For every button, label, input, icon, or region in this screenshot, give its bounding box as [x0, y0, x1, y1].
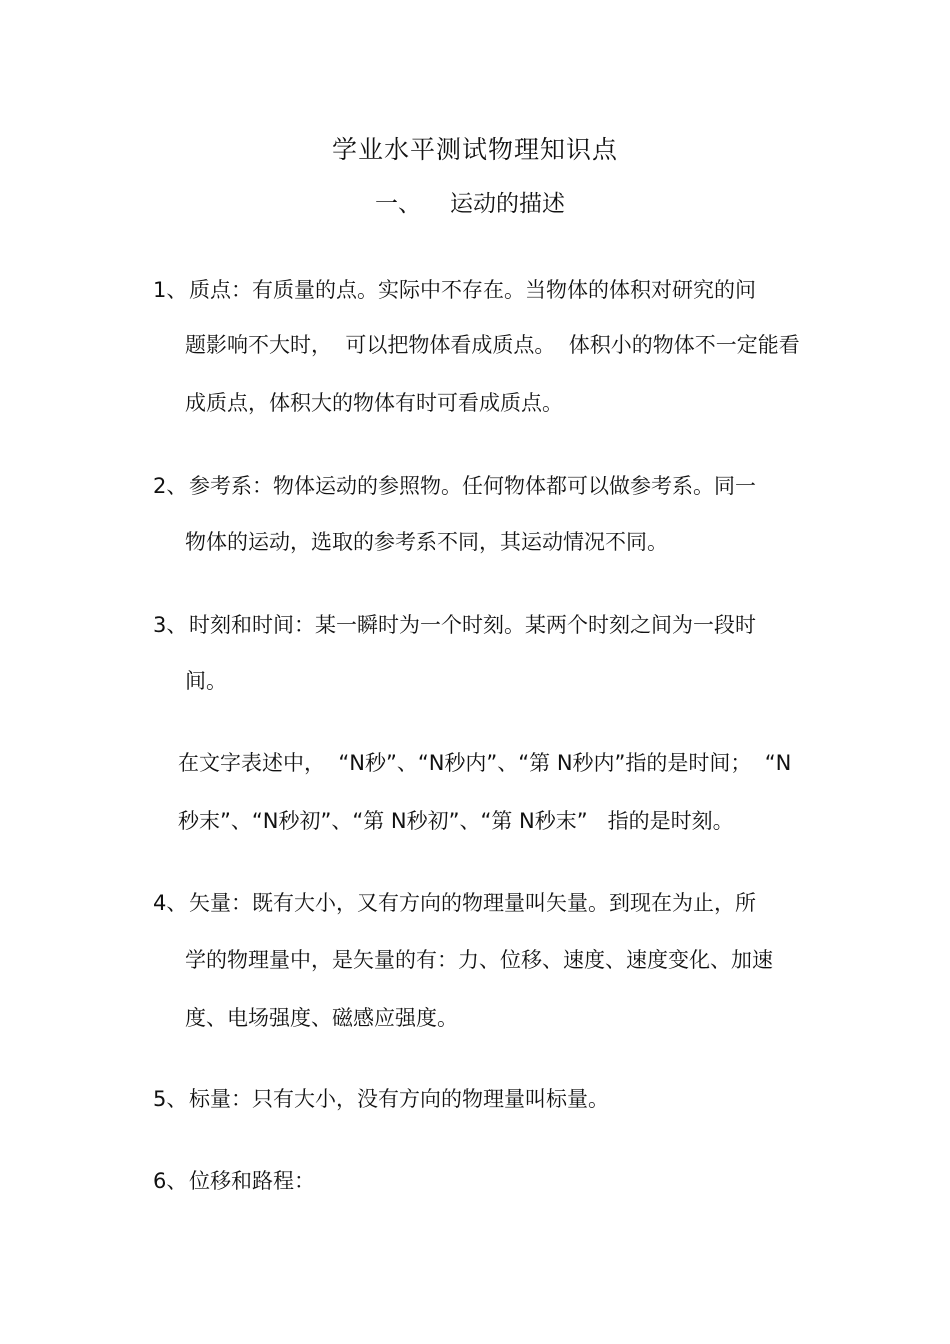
item-4-line-3: 度、电场强度、磁感应强度。 — [185, 1006, 458, 1030]
section-title: 运动的描述 — [450, 191, 565, 217]
section-number: 一、 — [375, 191, 421, 217]
item-number: 5、 — [153, 1087, 188, 1111]
item-2-line-2: 物体的运动，选取的参考系不同，其运动情况不同。 — [185, 530, 668, 554]
item-number: 2、 — [153, 474, 188, 498]
item-4-line-1: 矢量：既有大小，又有方向的物理量叫矢量。到现在为止，所 — [189, 891, 756, 915]
item-number: 1、 — [153, 278, 188, 302]
item-3-line-1: 时刻和时间：某一瞬时为一个时刻。某两个时刻之间为一段时 — [189, 613, 756, 637]
item-1-line-3: 成质点，体积大的物体有时可看成质点。 — [185, 391, 563, 415]
item-number: 6、 — [153, 1169, 188, 1193]
item-6-line-1: 位移和路程： — [189, 1169, 315, 1193]
item-1-line-2: 题影响不大时， 可以把物体看成质点。 体积小的物体不一定能看 — [185, 333, 800, 357]
note-line-2: 秒末”、“N秒初”、“第 N秒初”、“第 N秒末” 指的是时刻。 — [178, 809, 734, 833]
item-2-line-1: 参考系：物体运动的参照物。任何物体都可以做参考系。同一 — [189, 474, 756, 498]
item-number: 3、 — [153, 613, 188, 637]
item-4-line-2: 学的物理量中，是矢量的有：力、位移、速度、速度变化、加速 — [185, 948, 773, 972]
note-line-1: 在文字表述中， “N秒”、“N秒内”、“第 N秒内”指的是时间； “N — [178, 751, 792, 775]
item-3-line-2: 间。 — [185, 669, 227, 693]
item-number: 4、 — [153, 891, 188, 915]
item-5-line-1: 标量：只有大小，没有方向的物理量叫标量。 — [189, 1087, 609, 1111]
item-1-line-1: 质点：有质量的点。实际中不存在。当物体的体积对研究的问 — [189, 278, 756, 302]
document-title: 学业水平测试物理知识点 — [331, 135, 618, 164]
